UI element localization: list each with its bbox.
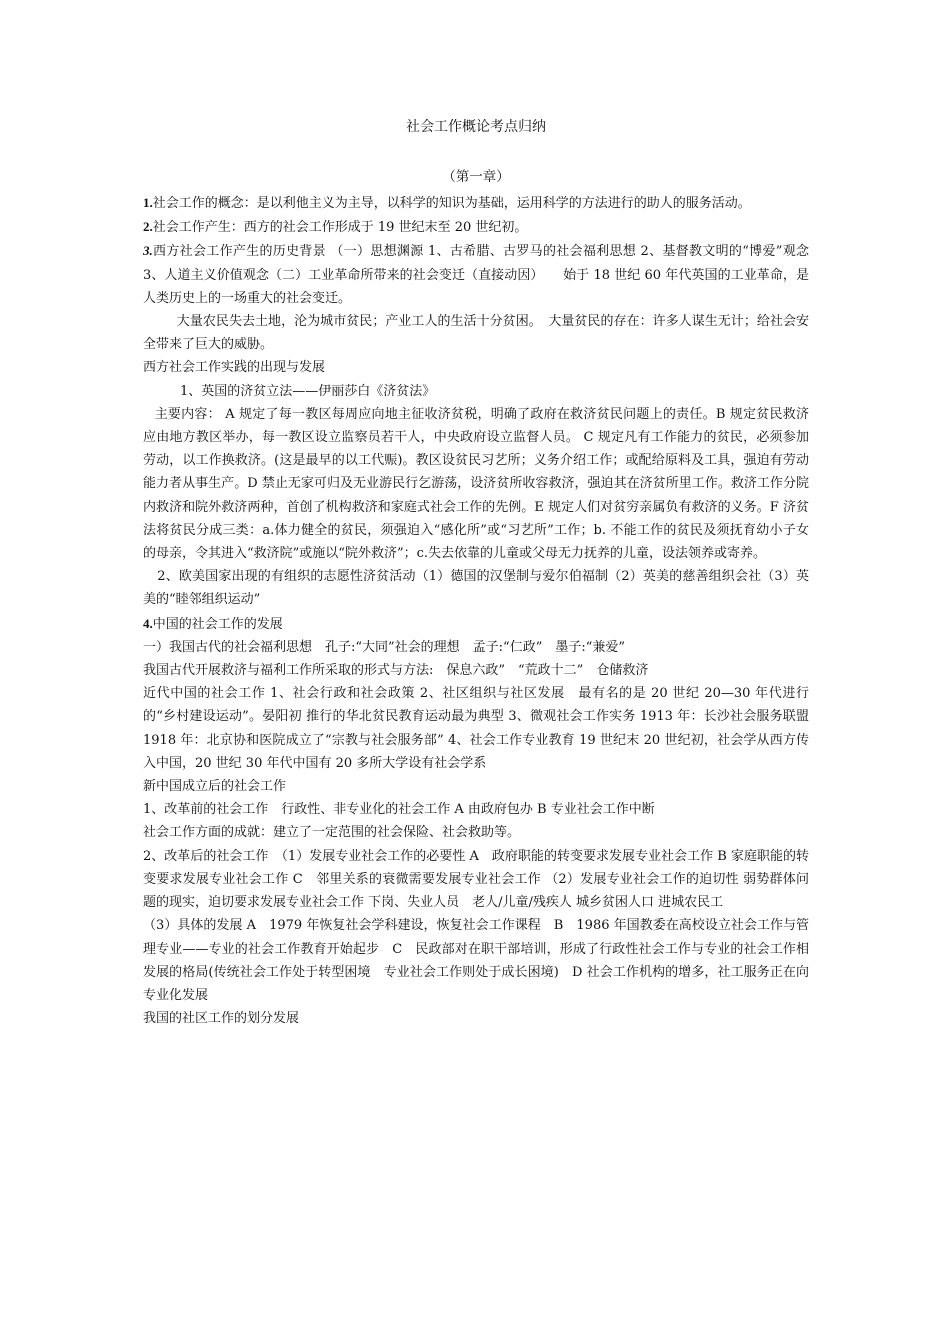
- section-new-china: 新中国成立后的社会工作: [143, 779, 287, 795]
- paragraph-achievements: 社会工作方面的成就：建立了一定范围的社会保险、社会救助等。: [143, 825, 521, 841]
- paragraph-poverty: 大量农民失去土地，沦为城市贫民；产业工人的生活十分贫困。 大量贫民的存在：许多人谋生无计；给社会安全带来了巨大的威胁。: [143, 314, 809, 353]
- section-community-work: 我国的社区工作的划分发展: [143, 1011, 300, 1027]
- paragraph-background: [143, 239, 809, 310]
- paragraph-ancient-relief-forms: 我国古代开展救济与福利工作所采取的形式与方法: 保息六政” “荒政十二” 仓储救济: [143, 663, 649, 679]
- paragraph-post-reform: 2、改革后的社会工作 （1）发展专业社会工作的必要性 A 政府职能的转变要求发展专业社会工作 B 家庭职能的转变要求发展专业社会工作 C 邻里关系的衰微需要发展专业社会工作 （2）发展专业社会工作的迫切性 弱势群体问题的现实，迫切要求发展专业社会工作 下岗、失业人员 老人/儿童/残疾人 城乡贫困人口 进城农民工: [143, 848, 809, 911]
- paragraph-text: 西方社会工作产生的历史背景 （一）思想渊源 1、古希腊、古罗马的社会福利思想 2、基督教文明的“博爱”观念 3、人道主义价值观念（二）工业革命所带来的社会变迁（直接动因） 始于 18 世纪 60 年代英国的工业革命，是人类历史上的一场重大的社会变迁。: [143, 244, 809, 306]
- paragraph-poor-law-content: 主要内容： A 规定了每一教区每周应向地主征收济贫税，明确了政府在救济贫民问题上的责任。B 规定贫民救济应由地方教区举办，每一教区设立监察员若干人，中央政府设立监督人员。 C 规定凡有工作能力的贫民，必须参加劳动，以工作换救济。(这是最早的以工代赈)。教区设贫民习艺所；义务介绍工作；或配给原料及工具，强迫有劳动能力者从事生产。D 禁止无家可归及无业游民行乞游荡，设济贫所收容救济，强迫其在济贫所里工作。救济工作分院内救济和院外救济两种，首创了机构救济和家庭式社会工作的先例。E 规定人们对贫穷亲属负有救济的义务。F 济贫法将贫民分成三类：a.体力健全的贫民，须强迫入“感化所”或“习艺所”工作；b. 不能工作的贫民及须抚育幼小子女的母亲，令其进入“救济院”或施以“院外救济”；c.失去依靠的儿童或父母无力抚养的儿童，设法领养或寄养。: [143, 406, 809, 562]
- paragraph-text: 社会工作产生：西方的社会工作形成于 19 世纪末至 20 世纪初。: [152, 220, 528, 236]
- paragraph-text: 社会工作的概念：是以利他主义为主导，以科学的知识为基础，运用科学的方法进行的助人的服务活动。: [152, 196, 751, 211]
- item-number: 4.: [143, 615, 153, 631]
- document-title: 社会工作概论考点归纳: [406, 119, 546, 135]
- paragraph-specific-development: （3）具体的发展 A 1979 年恢复社会学科建设，恢复社会工作课程 B 1986 年国教委在高校设立社会工作与管理专业——专业的社会工作教育开始起步 C 民政部对在职干部培训，形成了行政性社会工作与专业的社会工作相发展的格局(传统社会工作处于转型困境 专业社会工作则处于成长困境) D 社会工作机构的增多，社工服务正在向专业化发展: [143, 918, 809, 1003]
- paragraph-modern-china: 近代中国的社会工作 1、社会行政和社会政策 2、社区组织与社区发展 最有名的是 20 世纪 20—30 年代进行的“乡村建设运动”。晏阳初 推行的华北贫民教育运动最为典型 3、微观社会工作实务 1913 年：长沙社会服务联盟 1918 年：北京协和医院成立了“宗教与社会服务部” 4、社会工作专业教育 19 世纪末 20 世纪初，社会学从西方传入中国，20 世纪 30 年代中国有 20 多所大学设有社会学系: [143, 686, 823, 771]
- section-china-development: [143, 612, 809, 636]
- subsection-poor-law: 1、英国的济贫立法——伊丽莎白《济贫法》: [180, 383, 436, 399]
- paragraph-origin: [143, 215, 809, 239]
- section-western-practice: 西方社会工作实践的出现与发展: [143, 360, 326, 376]
- item-number: 3.: [143, 243, 153, 259]
- chapter-heading: （第一章）: [442, 169, 510, 185]
- paragraph-ancient-welfare: 一）我国古代的社会福利思想 孔子:“大同”社会的理想 孟子:“仁政” 墨子:“兼爱”: [143, 639, 626, 655]
- paragraph-voluntary-relief: 2、欧美国家出现的有组织的志愿性济贫活动（1）德国的汉堡制与爱尔伯福制（2）英美的慈善组织会社（3）英美的“睦邻组织运动”: [143, 569, 809, 608]
- paragraph-pre-reform: 1、改革前的社会工作 行政性、非专业化的社会工作 A 由政府包办 B 专业社会工作中断: [143, 802, 655, 818]
- item-number: 2.: [143, 219, 153, 235]
- paragraph-concept: [143, 191, 809, 215]
- paragraph-text: 中国的社会工作的发展: [152, 616, 283, 632]
- document-page: [143, 115, 823, 1030]
- item-number: 1.: [143, 195, 153, 210]
